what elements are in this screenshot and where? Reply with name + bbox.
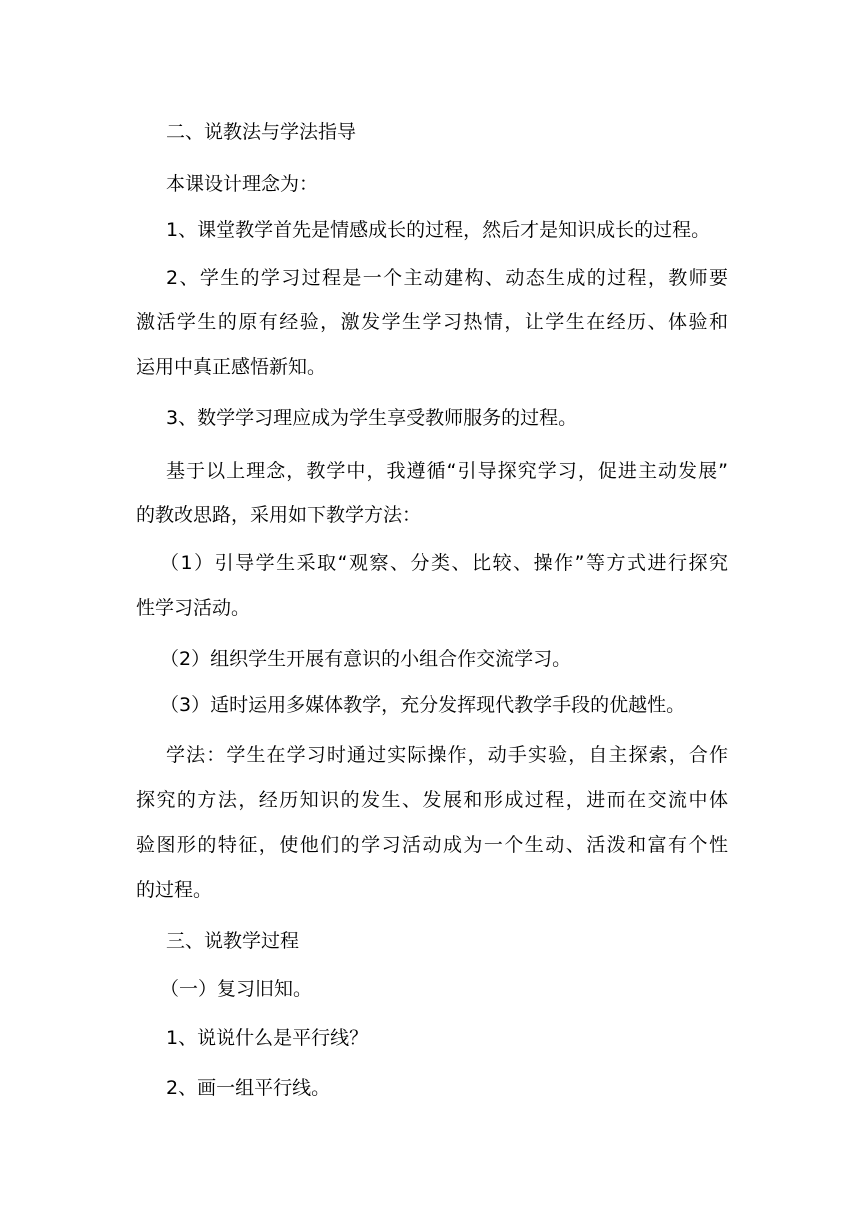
method-3: （3）适时运用多媒体教学，充分发挥现代教学手段的优越性。 (160, 694, 686, 716)
concept-item-1: 1、课堂教学首先是情感成长的过程，然后才是知识成长的过程。 (166, 219, 711, 241)
learning-method-line-3: 验图形的特征，使他们的学习活动成为一个生动、活泼和富有个性 (136, 834, 728, 856)
method-1-line-2: 性学习活动。 (136, 597, 251, 619)
method-1-line-1: （1）引导学生采取“观察、分类、比较、操作”等方式进行探究 (160, 552, 728, 574)
concept-item-3: 3、数学学习理应成为学生享受教师服务的过程。 (166, 407, 578, 429)
learning-method-line-2: 探究的方法，经历知识的发生、发展和形成过程，进而在交流中体 (136, 789, 728, 811)
concept-item-2-line-2: 激活学生的原有经验，激发学生学习热情，让学生在经历、体验和 (136, 311, 728, 333)
method-2: （2）组织学生开展有意识的小组合作交流学习。 (160, 648, 572, 670)
teaching-approach-line-1: 基于以上理念，教学中，我遵循“引导探究学习，促进主动发展” (166, 460, 728, 482)
learning-method-line-4: 的过程。 (136, 879, 213, 901)
learning-method-line-1: 学法：学生在学习时通过实际操作，动手实验，自主探索，合作 (166, 744, 728, 766)
teaching-approach-line-2: 的教改思路，采用如下教学方法： (136, 504, 422, 526)
concept-item-2-line-1: 2、学生的学习过程是一个主动建构、动态生成的过程，教师要 (166, 267, 728, 289)
concept-item-2-line-3: 运用中真正感悟新知。 (136, 356, 327, 378)
section-heading-2: 二、说教法与学法指导 (166, 121, 357, 143)
section-heading-3: 三、说教学过程 (166, 930, 300, 952)
review-heading: （一）复习旧知。 (160, 978, 313, 1000)
review-item-1: 1、说说什么是平行线？ (166, 1027, 369, 1049)
review-item-2: 2、画一组平行线。 (166, 1077, 331, 1099)
design-concept-intro: 本课设计理念为： (166, 173, 319, 195)
